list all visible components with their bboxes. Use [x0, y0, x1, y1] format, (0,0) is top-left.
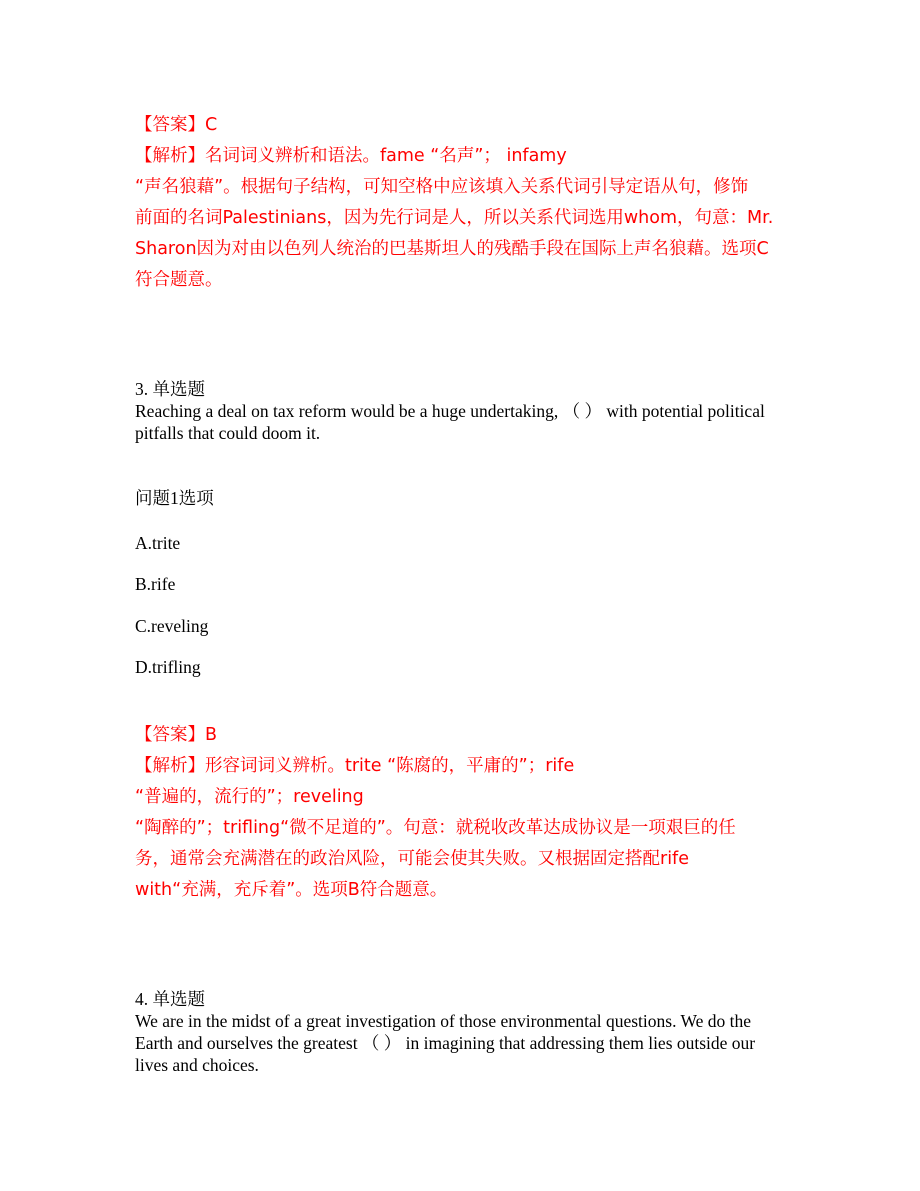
analysis-line: “普遍的，流行的”；reveling — [135, 787, 364, 807]
analysis-line: 【解析】形容词词义辨析。trite “陈腐的，平庸的”；rife — [135, 756, 575, 776]
analysis-line: with“充满，充斥着”。选项B符合题意。 — [135, 880, 448, 900]
option-c-text: C.reveling — [135, 616, 209, 636]
analysis-line: 务，通常会充满潜在的政治风险，可能会使其失败。又根据固定搭配rife — [135, 849, 689, 869]
question-stem-line: lives and choices. — [135, 1055, 259, 1075]
q4-section — [135, 988, 787, 1076]
question-stem-line: Earth and ourselves the greatest （ ） in imagining that addressing them lies outside our — [135, 1033, 756, 1053]
analysis-line: “声名狼藉”。根据句子结构，可知空格中应该填入关系代词引导定语从句，修饰 — [135, 177, 749, 197]
options-header — [135, 487, 787, 509]
question-stem-line: We are in the midst of a great investigation of those environmental questions. We do the — [135, 1011, 752, 1031]
option-b[interactable] — [135, 573, 787, 595]
option-b-text: B.rife — [135, 574, 176, 594]
question-number: 4. 单选题 — [135, 989, 205, 1009]
answer-label: 【答案】B — [135, 725, 218, 745]
q3-answer-section — [135, 720, 787, 906]
question-stem-line: pitfalls that could doom it. — [135, 423, 321, 443]
question-stem-line: Reaching a deal on tax reform would be a huge undertaking, （ ） with potential political — [135, 401, 765, 421]
question-number: 3. 单选题 — [135, 379, 205, 399]
analysis-line: 【解析】名词词义辨析和语法。fame “名声”； infamy — [135, 146, 567, 166]
answer-label: 【答案】C — [135, 115, 218, 135]
q3-section — [135, 378, 787, 444]
analysis-line: “陶醉的”；trifling“微不足道的”。句意：就税收改革达成协议是一项艰巨的任 — [135, 818, 736, 838]
option-d-text: D.trifling — [135, 657, 201, 677]
analysis-line: 前面的名词Palestinians，因为先行词是人，所以关系代词选用whom，句意：Mr. — [135, 208, 774, 228]
analysis-line: 符合题意。 — [135, 270, 223, 290]
option-a[interactable] — [135, 532, 787, 554]
option-c[interactable] — [135, 615, 787, 637]
option-d[interactable] — [135, 656, 787, 678]
analysis-line: Sharon因为对由以色列人统治的巴基斯坦人的残酷手段在国际上声名狼藉。选项C — [135, 239, 769, 259]
q2-answer-section — [135, 110, 787, 296]
options-header-text: 问题1选项 — [135, 488, 214, 508]
option-a-text: A.trite — [135, 533, 181, 553]
